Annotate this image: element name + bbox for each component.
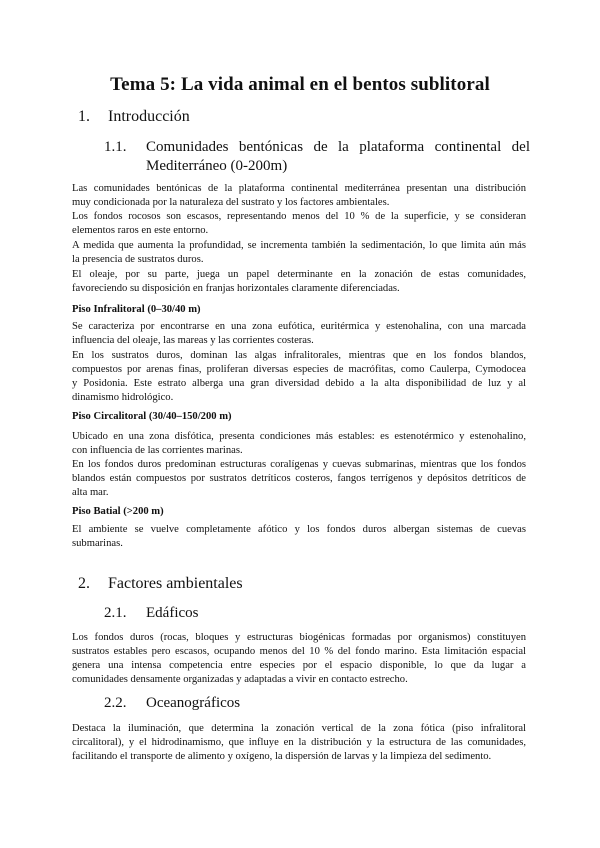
paragraph-circalitoral-fondos [72,458,526,500]
subsection-heading-edaficos [104,604,198,623]
text-line: la presencia de sustratos duros. [72,254,204,265]
text-line: Destaca la iluminación, que determina la zonación vertical de la zona fótica (piso infralitoral [72,723,526,734]
section-heading-introduccion [78,108,190,126]
subheading-piso-batial: Piso Batial (>200 m) [72,506,164,517]
paragraph-oceanograficos [72,722,526,764]
text-line: En los sustratos duros, dominan las algas infralitorales, mientras que en los fondos blandos, [72,350,526,361]
text-line: compuestos por arenas finas, proliferan diversas especies de macrófitas, como Caulerpa, Cymodocea [72,364,526,375]
paragraph-infralitoral-sustratos [72,349,526,405]
section-number: 2. [78,575,90,592]
text-line: blandos están compuestos por sustratos detríticos costeros, fangos terrígenos y depósitos detríticos de [72,473,526,484]
subheading-piso-infralitoral: Piso Infralitoral (0–30/40 m) [72,304,201,315]
text-line: genera una intensa competencia entre especies por el espacio disponible, lo que da lugar a [72,660,526,671]
section-heading-factores [78,575,243,593]
section-number: 1. [78,108,90,125]
subsection-number: 2.2. [104,695,127,711]
subheading-piso-circalitoral: Piso Circalitoral (30/40–150/200 m) [72,411,232,422]
page-title: Tema 5: La vida animal en el bentos sublitoral [110,74,490,95]
text-line: El oleaje, por su parte, juega un papel determinante en la zonación de estas comunidades, [72,269,526,280]
paragraph-infralitoral-caracteristicas [72,320,526,348]
text-line: A medida que aumenta la profundidad, se incrementa también la sedimentación, lo que limita aún más [72,240,526,251]
text-line: circalitoral), y el hidrodinamismo, que influye en la distribución y la estructura de las comunidades, [72,737,526,748]
text-line: Ubicado en una zona disfótica, presenta condiciones más estables: es estenotérmico y estenohalino, [72,431,526,442]
paragraph-edaficos [72,631,526,687]
text-line: En los fondos duros predominan estructuras coralígenas y cuevas submarinas, mientras que los fondos [72,459,526,470]
paragraph-fondos-rocosos [72,210,526,238]
subsection-number: 1.1. [104,139,127,155]
subsection-heading-comunidades [104,138,530,176]
paragraph-batial [72,523,526,551]
paragraph-profundidad [72,239,526,267]
text-line: dinamismo hidrológico. [72,392,174,403]
text-line: comunidades densamente organizadas y adaptadas a vivir en contacto estrecho. [72,674,408,685]
subsection-label: Edáficos [146,605,199,621]
section-label: Factores ambientales [108,575,243,592]
text-line: muy condicionada por la naturaleza del sustrato y los factores ambientales. [72,197,390,208]
section-label: Introducción [108,108,190,125]
subsection-label: Comunidades bentónicas de la plataforma continental del Mediterráneo (0-200m) [146,139,530,174]
text-line: El ambiente se vuelve completamente afótico y los fondos duros albergan sistemas de cuevas [72,524,526,535]
text-line: Los fondos rocosos son escasos, representando menos del 10 % de la superficie, y se consideran [72,211,526,222]
text-line: elementos raros en este entorno. [72,225,209,236]
text-line: Se caracteriza por encontrarse en una zona eufótica, euritérmica y estenohalina, con una marcada [72,321,526,332]
text-line: Las comunidades bentónicas de la plataforma continental mediterránea presentan una distribución [72,183,526,194]
paragraph-distribucion [72,182,526,210]
subsection-heading-oceanograficos [104,694,240,713]
text-line: Los fondos duros (rocas, bloques y estructuras biogénicas formadas por organismos) constituyen [72,632,526,643]
subsection-label: Oceanográficos [146,695,241,711]
subsection-number: 2.1. [104,605,127,621]
text-line: y Posidonia. Este estrato alberga una gran diversidad debido a la alta disponibilidad de luz y al [72,378,526,389]
text-line: con influencia de las corrientes marinas. [72,445,243,456]
text-line: submarinas. [72,538,123,549]
text-line: favoreciendo su disposición en franjas horizontales claramente diferenciadas. [72,283,400,294]
text-line: facilitando el transporte de alimento y oxígeno, la dispersión de larvas y la limpieza del sedimento. [72,751,492,762]
text-line: sustratos estables pero escasos, ocupando menos del 10 % del fondo marino. Esta limitación espacial [72,646,526,657]
text-line: influencia del oleaje, las mareas y las corrientes costeras. [72,335,314,346]
text-line: alta mar. [72,487,109,498]
paragraph-oleaje [72,268,526,296]
paragraph-circalitoral-caracteristicas [72,430,526,458]
